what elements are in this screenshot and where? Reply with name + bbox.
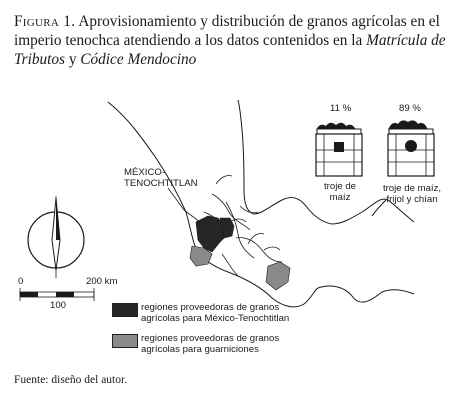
legend-swatch-gray xyxy=(112,334,138,348)
city-label-line2: TENOCHTITLAN xyxy=(124,178,198,189)
circle-icon xyxy=(405,140,417,152)
bin-1-label xyxy=(318,181,362,203)
granary-bin-2 xyxy=(388,120,434,176)
scale-label-200: 200 km xyxy=(86,276,118,287)
gray-region xyxy=(266,262,290,290)
bin-2-label-line2: frijol y chían xyxy=(386,194,438,205)
gray-regions xyxy=(190,246,290,290)
bin-2-label-line1: troje de maíz, xyxy=(382,183,442,194)
figure-label: Figura 1. xyxy=(14,13,76,30)
legend-gray-line2: agrícolas para guarniciones xyxy=(141,344,259,355)
granary-bin-1 xyxy=(316,123,362,176)
north-arrow-icon xyxy=(28,196,84,278)
caption-italic-1: Matrícula de Tributos xyxy=(14,32,446,68)
legend-item-dark xyxy=(141,302,289,324)
square-icon xyxy=(334,142,344,152)
dark-regions xyxy=(196,216,234,252)
legend-dark-line1: regiones proveedoras de granos xyxy=(141,302,280,313)
city-label xyxy=(124,167,198,189)
mexico-coastline xyxy=(108,100,414,307)
bin-1-percent: 11 % xyxy=(330,103,352,114)
caption-italic-2: Códice Mendocino xyxy=(80,51,197,68)
bin-1-label-line1: troje de xyxy=(324,181,356,192)
city-leader-line xyxy=(168,188,200,222)
legend-swatch-dark xyxy=(112,303,138,317)
bin-2-label xyxy=(374,183,450,205)
caption-text-1: Aprovisionamiento y distribución de granos agrícolas en el imperio tenochca atendiendo a los datos contenidos en la xyxy=(14,13,440,49)
bin-2-percent: 89 % xyxy=(399,103,421,114)
scale-label-0: 0 xyxy=(18,276,24,287)
city-label-line1: MÉXICO- xyxy=(124,167,166,178)
legend-dark-line2: agrícolas para México-Tenochtitlan xyxy=(141,313,290,324)
bin-1-label-line2: maíz xyxy=(329,192,351,203)
source-note: Fuente: diseño del autor. xyxy=(14,374,128,386)
caption-text-2: y xyxy=(65,51,81,68)
legend-item-gray xyxy=(141,333,279,355)
legend-gray-line1: regiones proveedoras de granos xyxy=(141,333,280,344)
scale-label-100: 100 xyxy=(50,300,67,311)
